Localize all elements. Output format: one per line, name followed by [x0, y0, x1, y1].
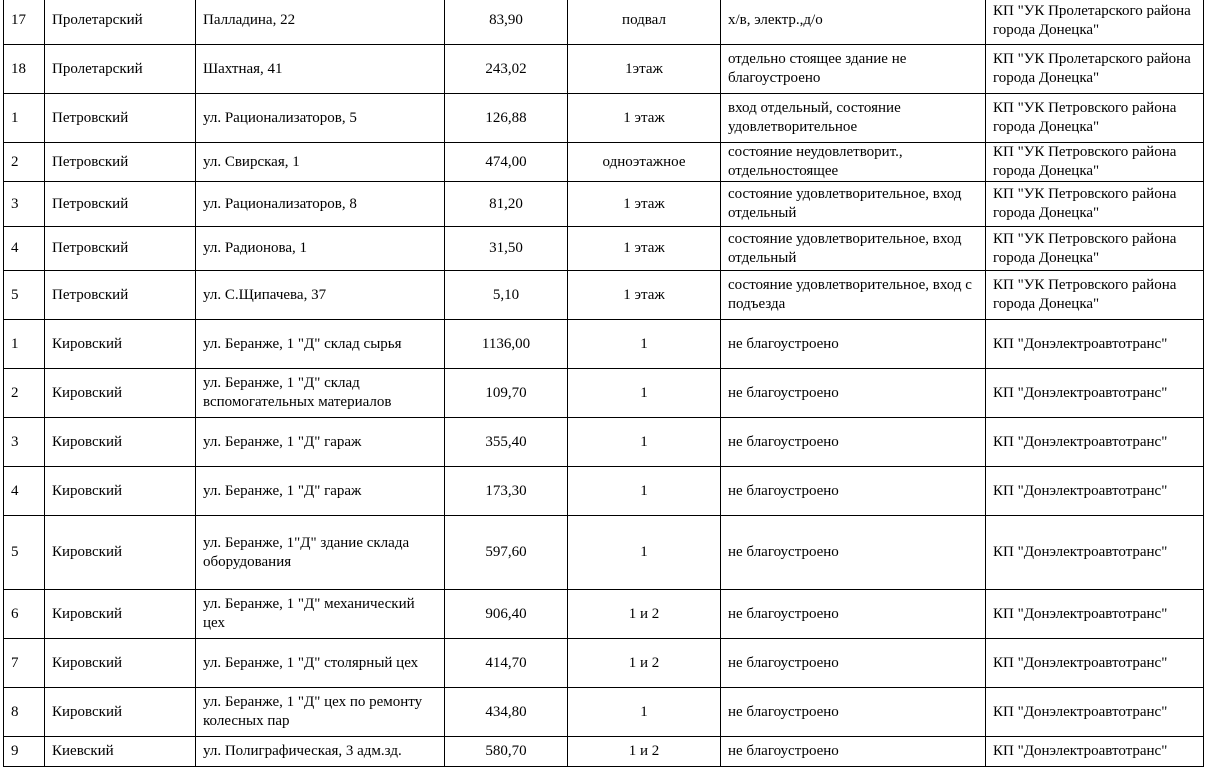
row-number: 2	[4, 143, 45, 182]
address-cell: ул. Беранже, 1 "Д" столярный цех	[196, 639, 445, 688]
table-row	[4, 320, 1204, 369]
table-body	[4, 0, 1204, 767]
district-cell: Кировский	[45, 467, 196, 516]
condition-cell: вход отдельный, состояние удовлетворительное	[721, 94, 986, 143]
owner-cell: КП "Донэлектроавтотранс"	[986, 639, 1204, 688]
address-cell: ул. Беранже, 1 "Д" гараж	[196, 467, 445, 516]
address-cell: ул. Беранже, 1"Д" здание склада оборудования	[196, 516, 445, 590]
floor-cell: 1 и 2	[568, 590, 721, 639]
row-number: 6	[4, 590, 45, 639]
address-cell: ул. Рационализаторов, 8	[196, 182, 445, 227]
address-cell: Палладина, 22	[196, 0, 445, 45]
owner-cell: КП "УК Петровского района города Донецка"	[986, 182, 1204, 227]
floor-cell: 1 этаж	[568, 182, 721, 227]
area-cell: 83,90	[445, 0, 568, 45]
area-cell: 434,80	[445, 688, 568, 737]
row-number: 5	[4, 516, 45, 590]
table-row	[4, 271, 1204, 320]
address-cell: ул. Беранже, 1 "Д" склад вспомогательных материалов	[196, 369, 445, 418]
condition-cell: отдельно стоящее здание не благоустроено	[721, 45, 986, 94]
owner-cell: КП "Донэлектроавтотранс"	[986, 369, 1204, 418]
row-number: 9	[4, 737, 45, 767]
address-cell: ул. Беранже, 1 "Д" склад сырья	[196, 320, 445, 369]
table-row	[4, 467, 1204, 516]
area-cell: 126,88	[445, 94, 568, 143]
area-cell: 173,30	[445, 467, 568, 516]
row-number: 4	[4, 227, 45, 271]
table-row	[4, 418, 1204, 467]
district-cell: Кировский	[45, 516, 196, 590]
condition-cell: не благоустроено	[721, 688, 986, 737]
table-row	[4, 737, 1204, 767]
table-row	[4, 590, 1204, 639]
condition-cell: состояние неудовлетворит., отдельностоящее	[721, 143, 986, 182]
area-cell: 414,70	[445, 639, 568, 688]
condition-cell: не благоустроено	[721, 590, 986, 639]
district-cell: Петровский	[45, 227, 196, 271]
area-cell: 243,02	[445, 45, 568, 94]
row-number: 18	[4, 45, 45, 94]
condition-cell: не благоустроено	[721, 467, 986, 516]
address-cell: ул. Рационализаторов, 5	[196, 94, 445, 143]
owner-cell: КП "УК Петровского района города Донецка"	[986, 227, 1204, 271]
area-cell: 1136,00	[445, 320, 568, 369]
property-table	[3, 0, 1204, 767]
condition-cell: не благоустроено	[721, 369, 986, 418]
condition-cell: состояние удовлетворительное, вход отдельный	[721, 182, 986, 227]
owner-cell: КП "Донэлектроавтотранс"	[986, 590, 1204, 639]
floor-cell: 1 и 2	[568, 737, 721, 767]
floor-cell: 1	[568, 516, 721, 590]
row-number: 4	[4, 467, 45, 516]
floor-cell: 1 этаж	[568, 227, 721, 271]
district-cell: Кировский	[45, 688, 196, 737]
floor-cell: 1этаж	[568, 45, 721, 94]
district-cell: Пролетарский	[45, 45, 196, 94]
floor-cell: подвал	[568, 0, 721, 45]
floor-cell: 1	[568, 688, 721, 737]
district-cell: Петровский	[45, 94, 196, 143]
condition-cell: состояние удовлетворительное, вход отдельный	[721, 227, 986, 271]
table-row	[4, 516, 1204, 590]
condition-cell: не благоустроено	[721, 320, 986, 369]
area-cell: 474,00	[445, 143, 568, 182]
owner-cell: КП "УК Петровского района города Донецка"	[986, 271, 1204, 320]
row-number: 5	[4, 271, 45, 320]
area-cell: 81,20	[445, 182, 568, 227]
owner-cell: КП "УК Петровского района города Донецка"	[986, 94, 1204, 143]
district-cell: Петровский	[45, 271, 196, 320]
table-row	[4, 369, 1204, 418]
floor-cell: 1	[568, 320, 721, 369]
area-cell: 580,70	[445, 737, 568, 767]
floor-cell: 1	[568, 418, 721, 467]
condition-cell: х/в, электр.,д/о	[721, 0, 986, 45]
address-cell: ул. С.Щипачева, 37	[196, 271, 445, 320]
condition-cell: состояние удовлетворительное, вход с подъезда	[721, 271, 986, 320]
address-cell: ул. Радионова, 1	[196, 227, 445, 271]
row-number: 1	[4, 320, 45, 369]
area-cell: 355,40	[445, 418, 568, 467]
owner-cell: КП "Донэлектроавтотранс"	[986, 688, 1204, 737]
district-cell: Кировский	[45, 639, 196, 688]
district-cell: Петровский	[45, 182, 196, 227]
condition-cell: не благоустроено	[721, 516, 986, 590]
address-cell: ул. Беранже, 1 "Д" гараж	[196, 418, 445, 467]
area-cell: 109,70	[445, 369, 568, 418]
table-row	[4, 143, 1204, 182]
district-cell: Пролетарский	[45, 0, 196, 45]
table-row	[4, 94, 1204, 143]
row-number: 3	[4, 182, 45, 227]
address-cell: ул. Беранже, 1 "Д" механический цех	[196, 590, 445, 639]
area-cell: 5,10	[445, 271, 568, 320]
condition-cell: не благоустроено	[721, 418, 986, 467]
condition-cell: не благоустроено	[721, 737, 986, 767]
district-cell: Кировский	[45, 369, 196, 418]
floor-cell: 1	[568, 467, 721, 516]
district-cell: Кировский	[45, 418, 196, 467]
owner-cell: КП "Донэлектроавтотранс"	[986, 320, 1204, 369]
district-cell: Кировский	[45, 590, 196, 639]
row-number: 3	[4, 418, 45, 467]
address-cell: ул. Беранже, 1 "Д" цех по ремонту колесных пар	[196, 688, 445, 737]
area-cell: 597,60	[445, 516, 568, 590]
owner-cell: КП "Донэлектроавтотранс"	[986, 737, 1204, 767]
row-number: 17	[4, 0, 45, 45]
district-cell: Петровский	[45, 143, 196, 182]
table-row	[4, 688, 1204, 737]
floor-cell: 1 этаж	[568, 94, 721, 143]
address-cell: Шахтная, 41	[196, 45, 445, 94]
floor-cell: 1	[568, 369, 721, 418]
owner-cell: КП "Донэлектроавтотранс"	[986, 516, 1204, 590]
area-cell: 906,40	[445, 590, 568, 639]
owner-cell: КП "УК Петровского района города Донецка"	[986, 143, 1204, 182]
address-cell: ул. Полиграфическая, 3 адм.зд.	[196, 737, 445, 767]
row-number: 1	[4, 94, 45, 143]
address-cell: ул. Свирская, 1	[196, 143, 445, 182]
floor-cell: 1 этаж	[568, 271, 721, 320]
owner-cell: КП "УК Пролетарского района города Донецка"	[986, 0, 1204, 45]
table-row	[4, 0, 1204, 45]
row-number: 8	[4, 688, 45, 737]
floor-cell: 1 и 2	[568, 639, 721, 688]
condition-cell: не благоустроено	[721, 639, 986, 688]
owner-cell: КП "Донэлектроавтотранс"	[986, 467, 1204, 516]
floor-cell: одноэтажное	[568, 143, 721, 182]
area-cell: 31,50	[445, 227, 568, 271]
owner-cell: КП "УК Пролетарского района города Донецка"	[986, 45, 1204, 94]
table-row	[4, 639, 1204, 688]
district-cell: Кировский	[45, 320, 196, 369]
row-number: 7	[4, 639, 45, 688]
row-number: 2	[4, 369, 45, 418]
district-cell: Киевский	[45, 737, 196, 767]
table-row	[4, 182, 1204, 227]
owner-cell: КП "Донэлектроавтотранс"	[986, 418, 1204, 467]
table-row	[4, 227, 1204, 271]
table-row	[4, 45, 1204, 94]
